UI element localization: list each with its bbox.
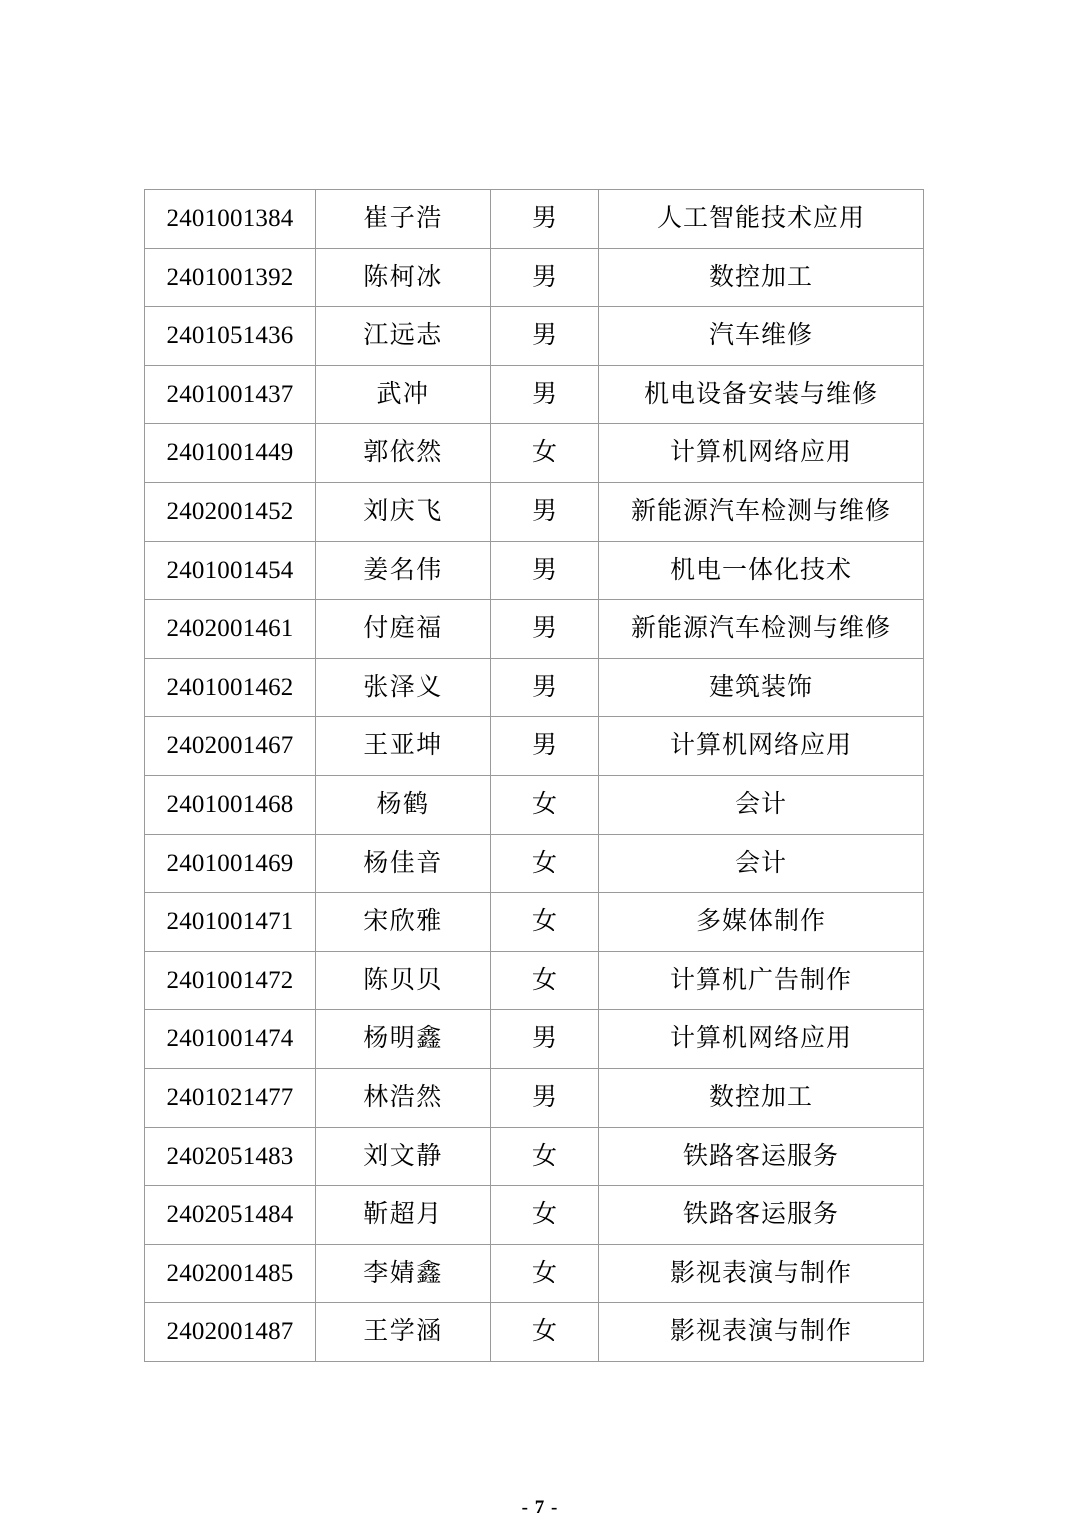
table-row [145,1127,924,1186]
cell-student-gender: 男 [491,658,599,717]
cell-student-gender: 女 [491,1127,599,1186]
cell-student-name: 李婧鑫 [316,1244,491,1303]
table-row [145,541,924,600]
cell-student-id: 2401021477 [145,1068,316,1127]
cell-student-major: 机电设备安装与维修 [599,365,924,424]
cell-student-id: 2402001487 [145,1303,316,1362]
cell-student-gender: 男 [491,482,599,541]
cell-student-major: 影视表演与制作 [599,1244,924,1303]
table-row [145,482,924,541]
cell-student-name: 崔子浩 [316,190,491,249]
cell-student-name: 王亚坤 [316,717,491,776]
cell-student-id: 2402051483 [145,1127,316,1186]
table-row [145,775,924,834]
table-row [145,307,924,366]
table-row [145,1068,924,1127]
table-row [145,248,924,307]
cell-student-major: 数控加工 [599,1068,924,1127]
cell-student-id: 2401001449 [145,424,316,483]
student-roster-table [144,189,924,1362]
table-row [145,834,924,893]
cell-student-id: 2402051484 [145,1186,316,1245]
cell-student-gender: 女 [491,834,599,893]
cell-student-name: 武冲 [316,365,491,424]
table-row [145,365,924,424]
table-row [145,600,924,659]
cell-student-name: 靳超月 [316,1186,491,1245]
cell-student-id: 2401001384 [145,190,316,249]
cell-student-major: 影视表演与制作 [599,1303,924,1362]
table-row [145,1303,924,1362]
cell-student-gender: 男 [491,248,599,307]
cell-student-name: 杨佳音 [316,834,491,893]
cell-student-gender: 女 [491,424,599,483]
cell-student-major: 新能源汽车检测与维修 [599,482,924,541]
roster-table-body [145,190,924,1362]
cell-student-major: 铁路客运服务 [599,1186,924,1245]
cell-student-major: 汽车维修 [599,307,924,366]
table-row [145,951,924,1010]
cell-student-name: 刘庆飞 [316,482,491,541]
cell-student-id: 2401001437 [145,365,316,424]
table-row [145,717,924,776]
cell-student-id: 2401001392 [145,248,316,307]
cell-student-id: 2401001454 [145,541,316,600]
cell-student-gender: 女 [491,893,599,952]
cell-student-name: 付庭福 [316,600,491,659]
cell-student-name: 陈柯冰 [316,248,491,307]
cell-student-major: 会计 [599,775,924,834]
cell-student-gender: 男 [491,1068,599,1127]
cell-student-id: 2402001461 [145,600,316,659]
cell-student-gender: 男 [491,600,599,659]
cell-student-gender: 男 [491,307,599,366]
cell-student-major: 会计 [599,834,924,893]
cell-student-id: 2401001472 [145,951,316,1010]
student-roster-table-container [144,189,923,1362]
cell-student-major: 建筑装饰 [599,658,924,717]
cell-student-gender: 女 [491,951,599,1010]
table-row [145,658,924,717]
cell-student-name: 姜名伟 [316,541,491,600]
cell-student-major: 计算机网络应用 [599,424,924,483]
cell-student-id: 2401001462 [145,658,316,717]
cell-student-gender: 男 [491,1010,599,1069]
cell-student-id: 2402001452 [145,482,316,541]
table-row [145,424,924,483]
cell-student-gender: 男 [491,190,599,249]
cell-student-name: 郭依然 [316,424,491,483]
cell-student-name: 江远志 [316,307,491,366]
cell-student-gender: 女 [491,1186,599,1245]
cell-student-major: 人工智能技术应用 [599,190,924,249]
cell-student-name: 陈贝贝 [316,951,491,1010]
table-row [145,1010,924,1069]
cell-student-id: 2401001469 [145,834,316,893]
table-row [145,190,924,249]
cell-student-name: 刘文静 [316,1127,491,1186]
table-row [145,1244,924,1303]
cell-student-id: 2402001485 [145,1244,316,1303]
cell-student-gender: 男 [491,541,599,600]
cell-student-id: 2402001467 [145,717,316,776]
cell-student-gender: 女 [491,1303,599,1362]
cell-student-name: 张泽义 [316,658,491,717]
cell-student-gender: 男 [491,365,599,424]
cell-student-major: 多媒体制作 [599,893,924,952]
cell-student-id: 2401001474 [145,1010,316,1069]
cell-student-name: 杨鹤 [316,775,491,834]
cell-student-major: 计算机网络应用 [599,717,924,776]
table-row [145,893,924,952]
cell-student-major: 机电一体化技术 [599,541,924,600]
cell-student-gender: 男 [491,717,599,776]
cell-student-major: 铁路客运服务 [599,1127,924,1186]
cell-student-major: 数控加工 [599,248,924,307]
table-row [145,1186,924,1245]
cell-student-gender: 女 [491,775,599,834]
cell-student-name: 王学涵 [316,1303,491,1362]
cell-student-id: 2401051436 [145,307,316,366]
cell-student-name: 宋欣雅 [316,893,491,952]
page-number-footer: - 7 - [521,1497,559,1518]
cell-student-major: 计算机网络应用 [599,1010,924,1069]
cell-student-id: 2401001468 [145,775,316,834]
cell-student-major: 计算机广告制作 [599,951,924,1010]
cell-student-major: 新能源汽车检测与维修 [599,600,924,659]
cell-student-name: 林浩然 [316,1068,491,1127]
cell-student-name: 杨明鑫 [316,1010,491,1069]
cell-student-id: 2401001471 [145,893,316,952]
cell-student-gender: 女 [491,1244,599,1303]
